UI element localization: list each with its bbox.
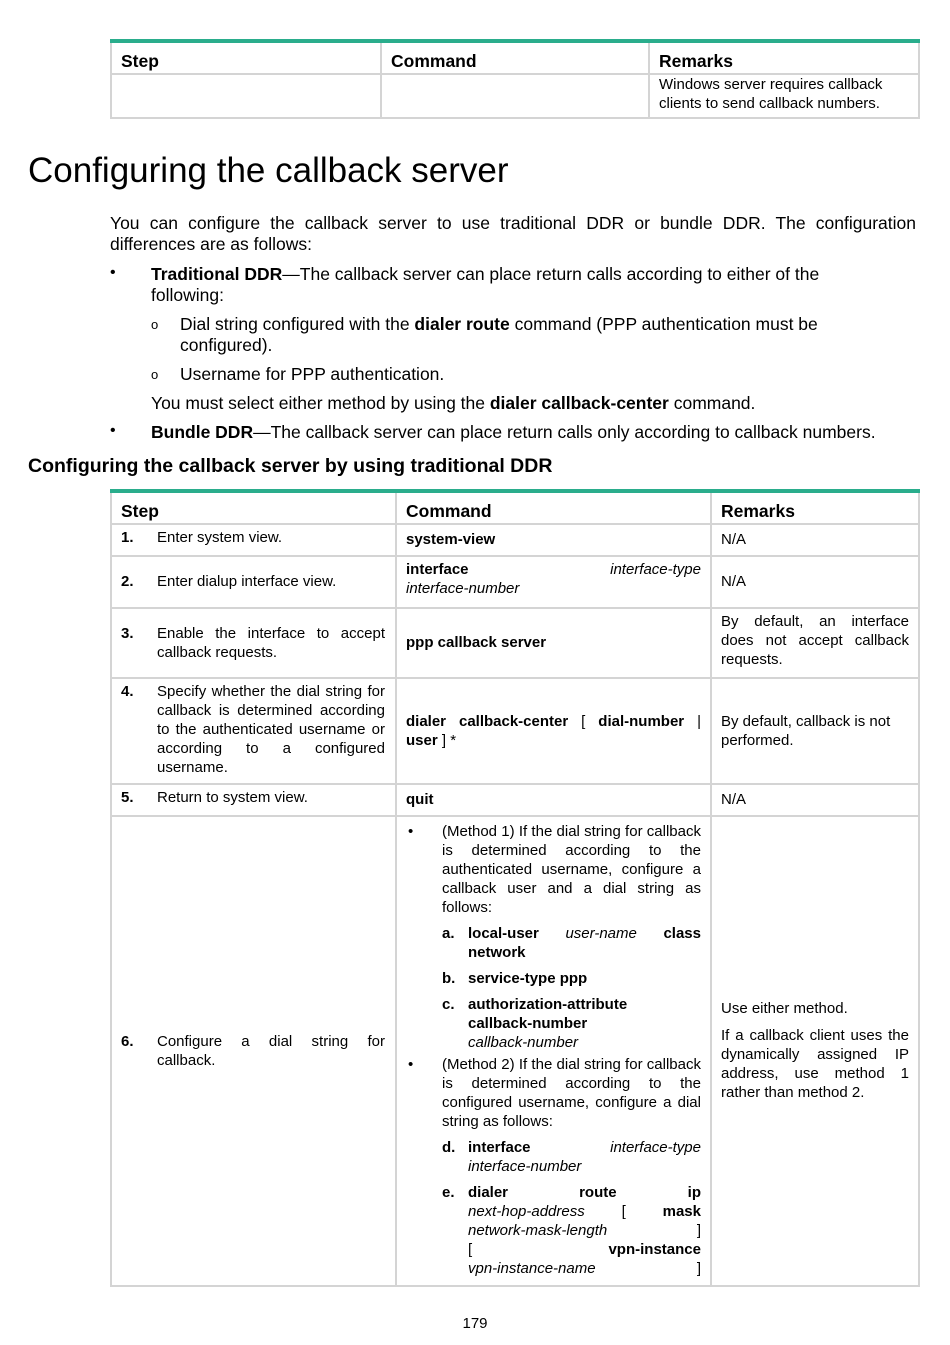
command-cell (396, 556, 711, 608)
command-arg: interface-number (468, 1158, 582, 1175)
table-row (111, 524, 919, 556)
command-keyword: authorization-attribute (468, 996, 628, 1013)
substep-letter: e. (442, 1184, 455, 1201)
bracket: ] (696, 1222, 701, 1239)
bullet-icon: • (110, 264, 116, 281)
table-row (111, 678, 919, 784)
command-arg: next-hop-address (468, 1203, 585, 1220)
sub1-pre: Dial string configured with the (180, 314, 415, 334)
sub-bullet-dial-string (180, 314, 880, 356)
sub-bullet-username: Username for PPP authentication. (180, 364, 445, 384)
table-row (111, 816, 919, 1286)
bracket: ] (696, 1260, 701, 1277)
command-keyword: route (579, 1184, 617, 1201)
circle-bullet-icon: o (151, 367, 159, 382)
page-number: 179 (462, 1315, 488, 1332)
command-arg: interface-number (406, 580, 520, 597)
header-step: Step (111, 491, 396, 524)
remark-text: N/A (721, 573, 747, 590)
command-text: ppp callback server (406, 634, 547, 651)
command-keyword: ip (687, 1184, 701, 1201)
step-cell (111, 678, 396, 784)
substep-letter: c. (442, 996, 455, 1013)
bracket: ] * (441, 731, 457, 749)
step-text: Enter system view. (157, 529, 283, 546)
command-keyword: interface (406, 561, 469, 578)
remark-cell (711, 784, 919, 816)
remark-cell: Windows server requires callback clients to send callback numbers. (649, 74, 919, 118)
substep-letter: d. (442, 1139, 456, 1156)
substep-letter: b. (442, 970, 456, 987)
bullet-bundle (151, 422, 921, 443)
command-keyword: local-user (468, 925, 539, 942)
substep-c (406, 995, 701, 1052)
bracket: [ (581, 712, 586, 730)
substep-b (406, 969, 701, 988)
bullet-icon: • (408, 823, 414, 840)
header-command: Command (381, 41, 649, 74)
step-cell (111, 608, 396, 678)
command-keyword: dialer callback-center (406, 712, 569, 730)
step-cell (111, 784, 396, 816)
circle-bullet-icon: o (151, 317, 159, 332)
command-cell (396, 784, 711, 816)
command-keyword: mask (662, 1203, 701, 1220)
command-arg: interface-type (610, 1139, 701, 1156)
step-text: Specify whether the dial string for callback is determined according to the authenticated username or according to a configured username. (157, 683, 385, 776)
command-cell (396, 678, 711, 784)
method-1-item (406, 822, 701, 917)
bracket: [ (621, 1203, 626, 1220)
bundle-text: —The callback server can place return calls only according to callback numbers. (253, 422, 876, 442)
step-number: 1. (121, 529, 134, 546)
step-cell (111, 816, 396, 1286)
command-cell (381, 74, 649, 118)
table-row (111, 608, 919, 678)
command-arg: network-mask-length (468, 1222, 608, 1239)
command-keyword: user (406, 731, 438, 749)
traditional-text: —The callback server can place return calls according to either of the following: (151, 264, 820, 305)
command-text: system-view (406, 531, 496, 548)
command-cell (396, 608, 711, 678)
step-text: Configure a dial string for callback. (157, 1032, 385, 1069)
remark-cell (711, 608, 919, 678)
substep-a (406, 924, 701, 962)
section-title: Configuring the callback server (28, 151, 509, 190)
select-method-note (151, 393, 911, 414)
step-text: Enter dialup interface view. (157, 573, 337, 590)
continued-table (110, 39, 920, 119)
bracket: [ (468, 1241, 473, 1258)
command-keyword: service-type ppp (468, 970, 588, 987)
remark-cell (711, 816, 919, 1286)
command-keyword: dialer (468, 1184, 509, 1201)
step-number: 6. (121, 1032, 134, 1050)
command-keyword: callback-number (468, 1015, 588, 1032)
remark-text: N/A (721, 791, 747, 808)
sub1-post: command (PPP authentication must be configured). (180, 314, 818, 355)
separator: | (697, 712, 701, 730)
step-cell (111, 74, 381, 118)
sub1-cmd: dialer route (414, 314, 510, 334)
header-remarks: Remarks (711, 491, 919, 524)
method-2-item (406, 1055, 701, 1131)
remark-text: By default, an interface does not accept callback requests. (721, 613, 909, 668)
command-keyword: class (663, 925, 701, 942)
step-number: 3. (121, 624, 134, 642)
steps-table (110, 489, 920, 1287)
command-arg: vpn-instance-name (468, 1260, 596, 1277)
subsection-title: Configuring the callback server by using traditional DDR (28, 455, 553, 477)
command-text: quit (406, 791, 434, 808)
substep-letter: a. (442, 925, 455, 942)
method-2-text: (Method 2) If the dial string for callback is determined according to the configured username, configure a dial string as follows: (442, 1056, 701, 1130)
bundle-label: Bundle DDR (151, 422, 254, 442)
command-keyword: dial-number (598, 712, 685, 730)
step-number: 5. (121, 789, 134, 806)
command-arg: callback-number (468, 1034, 579, 1051)
table-row (111, 784, 919, 816)
step-cell (111, 556, 396, 608)
command-arg: interface-type (610, 561, 701, 578)
traditional-label: Traditional DDR (151, 264, 283, 284)
command-arg: user-name (565, 925, 637, 942)
header-command: Command (396, 491, 711, 524)
step-cell (111, 524, 396, 556)
header-remarks: Remarks (649, 41, 919, 74)
remark-text: By default, callback is not performed. (721, 712, 891, 749)
bullet-icon: • (408, 1056, 414, 1073)
header-step: Step (111, 41, 381, 74)
command-keyword: interface (468, 1139, 531, 1156)
intro-paragraph: You can configure the callback server to use traditional DDR or bundle DDR. The configuration differences are as follows: (110, 213, 916, 254)
table-row (111, 74, 919, 118)
select-post: command. (668, 393, 756, 413)
command-cell (396, 816, 711, 1286)
command-cell (396, 524, 711, 556)
method-1-text: (Method 1) If the dial string for callback is determined according to the authenticated username, configure a callback user and a dial string as follows: (442, 823, 701, 916)
step-number: 4. (121, 683, 134, 700)
select-cmd: dialer callback-center (489, 393, 669, 413)
step-text: Return to system view. (157, 789, 308, 806)
bullet-icon: • (110, 422, 116, 439)
substep-e (406, 1183, 701, 1278)
remark-cell (711, 678, 919, 784)
command-keyword: vpn-instance (608, 1241, 701, 1258)
remark-cell (711, 524, 919, 556)
remark-text: If a callback client uses the dynamically assigned IP address, use method 1 rather than method 2. (721, 1027, 909, 1101)
step-text: Enable the interface to accept callback requests. (157, 624, 385, 661)
select-pre: You must select either method by using the (151, 393, 490, 413)
remark-text: N/A (721, 531, 747, 548)
table-row (111, 556, 919, 608)
remark-cell (711, 556, 919, 608)
substep-d (406, 1138, 701, 1176)
step-number: 2. (121, 573, 134, 590)
remark-text: Use either method. (721, 1000, 848, 1017)
bullet-traditional (151, 264, 871, 306)
command-keyword: network (468, 944, 526, 961)
